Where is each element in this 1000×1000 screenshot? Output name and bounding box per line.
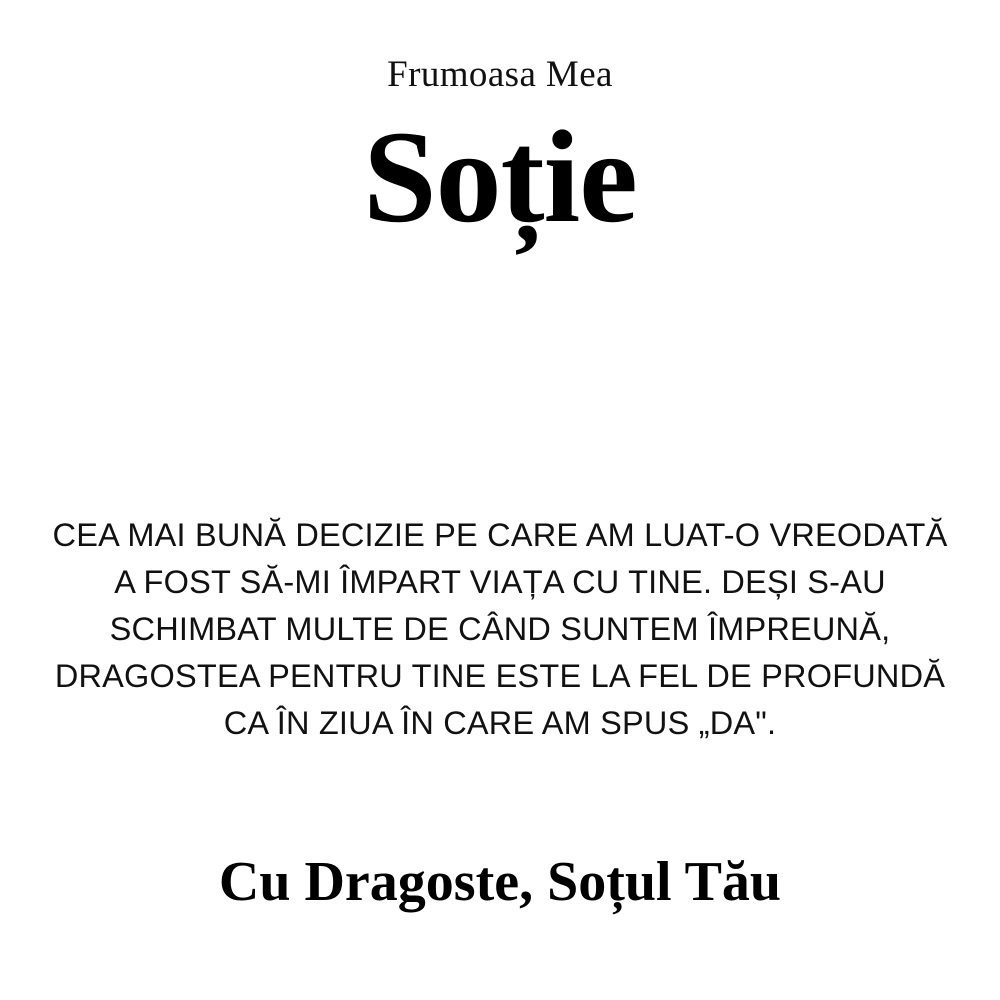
- card-headline: Soție: [363, 102, 637, 250]
- card-eyebrow: Frumoasa Mea: [387, 54, 613, 95]
- card-body-text: CEA MAI BUNĂ DECIZIE PE CARE AM LUAT-O VREODATĂ A FOST SĂ-MI ÎMPART VIAȚA CU TINE. DEȘI S-AU SCHIMBAT MULTE DE CÂND SUNTEM ÎMPREUNĂ, DRAGOSTEA PENTRU TINE ESTE LA FEL DE PROFUNDĂ CA ÎN ZIUA ÎN CARE AM SPUS „DA".: [52, 517, 948, 741]
- card-signature: Cu Dragoste, Soțul Tău: [218, 851, 782, 913]
